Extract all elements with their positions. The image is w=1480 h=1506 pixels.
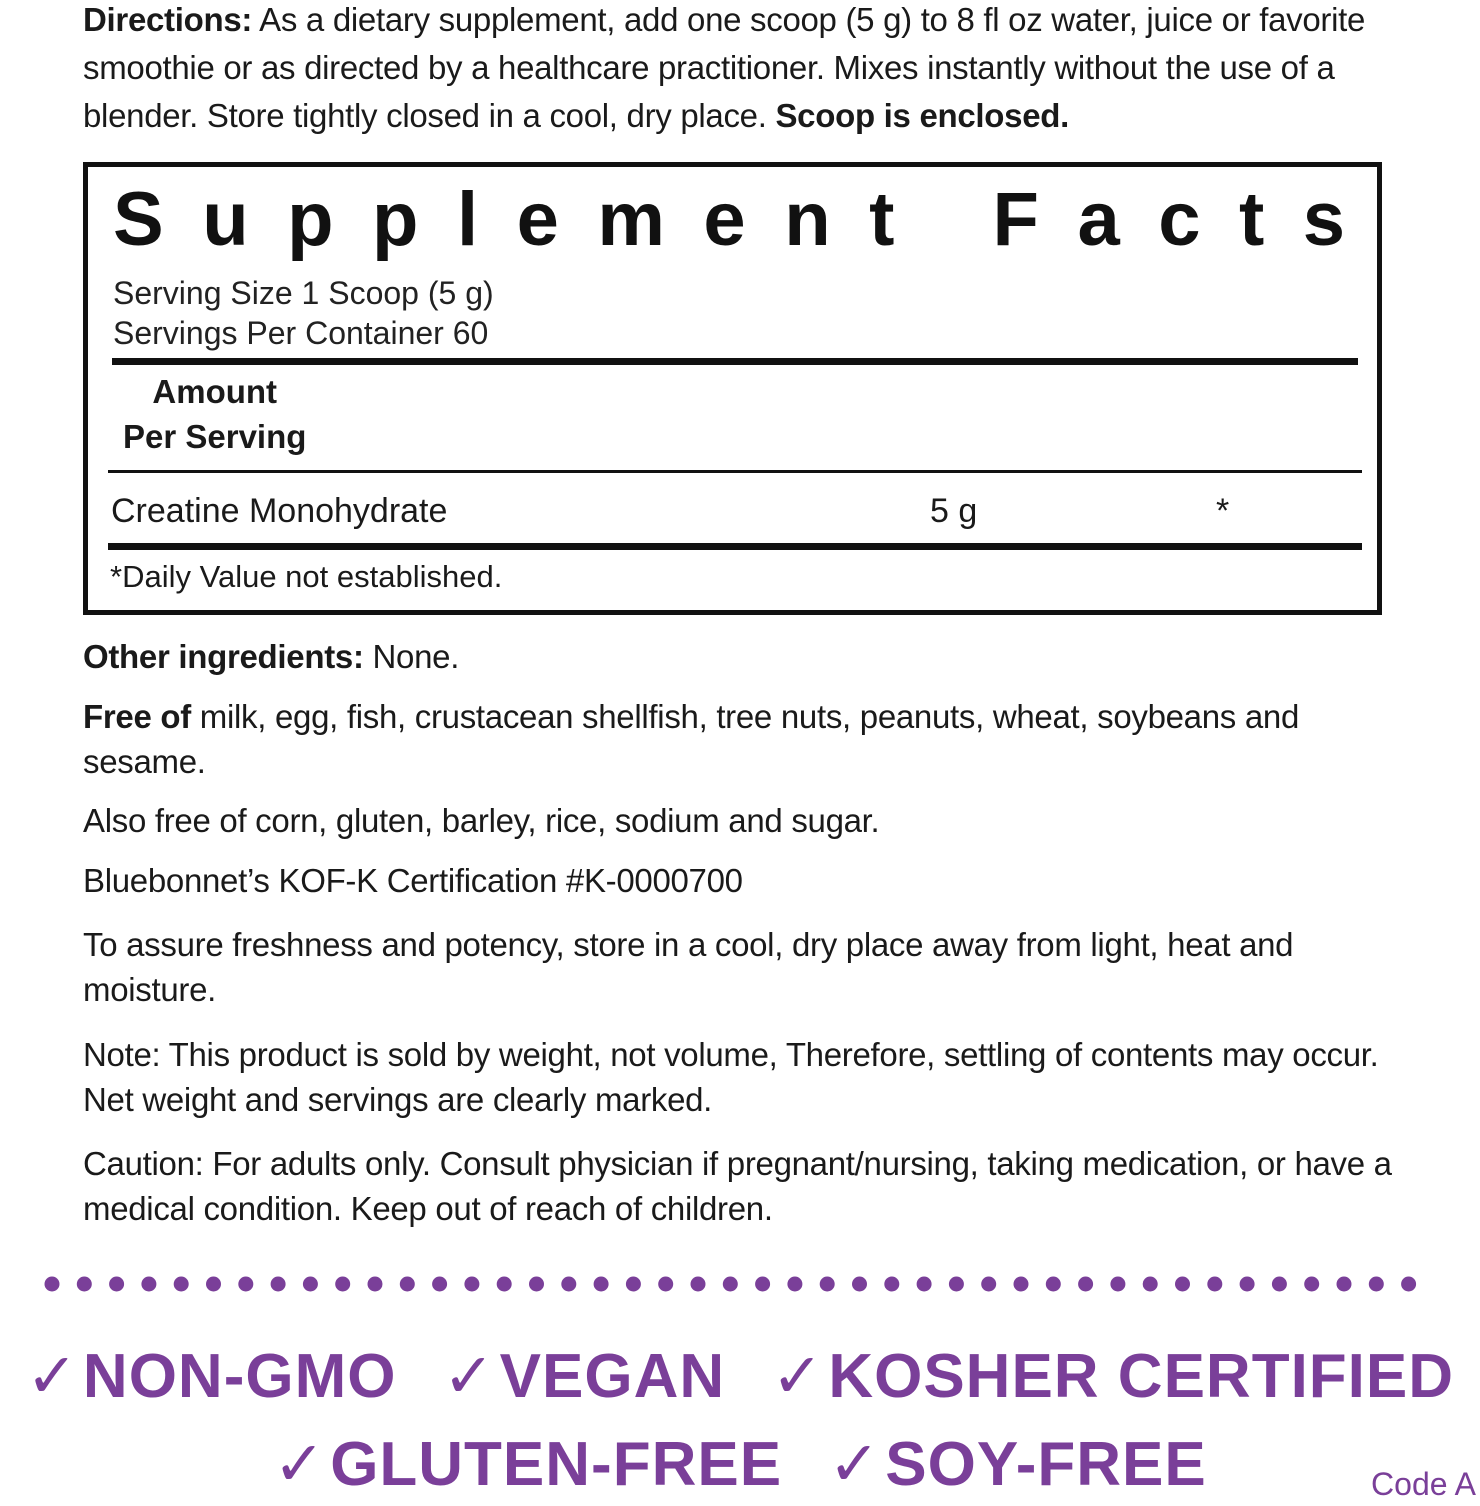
badge-line-1 bbox=[0, 1338, 1480, 1416]
divider-dot bbox=[238, 1277, 253, 1292]
divider-dot bbox=[658, 1277, 673, 1292]
divider-dot bbox=[1304, 1277, 1319, 1292]
divider-dot bbox=[464, 1277, 479, 1292]
badge-non-gmo bbox=[26, 1342, 396, 1411]
thin-divider bbox=[108, 470, 1362, 473]
directions-emphasis: Scoop is enclosed. bbox=[775, 97, 1069, 134]
divider-dot bbox=[45, 1277, 60, 1292]
other-ingredients bbox=[83, 634, 1403, 679]
ingredient-amount: 5 g bbox=[930, 492, 978, 530]
divider-dot bbox=[206, 1277, 221, 1292]
weight-note: Note: This product is sold by weight, not volume, Therefore, settling of contents may occur. Net weight and servings are clearly marked. bbox=[83, 1036, 1379, 1118]
check-icon: ✓ bbox=[771, 1342, 825, 1411]
divider-dot bbox=[755, 1277, 770, 1292]
divider-dot bbox=[400, 1277, 415, 1292]
badge-line-2 bbox=[0, 1426, 1480, 1504]
directions-paragraph bbox=[83, 0, 1403, 140]
amount-per-serving-header bbox=[123, 369, 306, 459]
thick-divider bbox=[108, 543, 1362, 550]
divider-dot bbox=[1143, 1277, 1158, 1292]
code-label: Code A bbox=[1371, 1466, 1476, 1502]
badge-kosher-certified bbox=[771, 1342, 1454, 1411]
divider-dot bbox=[723, 1277, 738, 1292]
divider-dot bbox=[335, 1277, 350, 1292]
divider-dot bbox=[1175, 1277, 1190, 1292]
dotted-divider bbox=[0, 1268, 1480, 1302]
freshness-note: To assure freshness and potency, store in a cool, dry place away from light, heat and moisture. bbox=[83, 926, 1294, 1008]
badge-label: NON-GMO bbox=[82, 1342, 397, 1411]
badge-gluten-free bbox=[273, 1430, 782, 1499]
divider-dot bbox=[561, 1277, 576, 1292]
thick-divider bbox=[112, 358, 1358, 365]
divider-dot bbox=[1014, 1277, 1029, 1292]
badge-label: SOY-FREE bbox=[885, 1430, 1207, 1499]
divider-dot bbox=[303, 1277, 318, 1292]
divider-dot bbox=[917, 1277, 932, 1292]
free-of-label: Free of bbox=[83, 698, 191, 735]
divider-dot bbox=[432, 1277, 447, 1292]
free-of-text: milk, egg, fish, crustacean shellfish, tree nuts, peanuts, wheat, soybeans and sesame. bbox=[83, 698, 1300, 780]
directions-label: Directions: bbox=[83, 1, 253, 38]
other-ingredients-text: None. bbox=[363, 638, 460, 675]
divider-dot bbox=[1240, 1277, 1255, 1292]
amount-header-line1: Amount bbox=[152, 373, 278, 410]
divider-dot bbox=[949, 1277, 964, 1292]
divider-dot bbox=[174, 1277, 189, 1292]
divider-dot bbox=[77, 1277, 92, 1292]
badge-label: VEGAN bbox=[499, 1342, 726, 1411]
ingredient-name: Creatine Monohydrate bbox=[111, 492, 448, 530]
check-icon: ✓ bbox=[442, 1342, 496, 1411]
divider-dot bbox=[1207, 1277, 1222, 1292]
divider-dot bbox=[109, 1277, 124, 1292]
divider-dot bbox=[820, 1277, 835, 1292]
divider-dot bbox=[594, 1277, 609, 1292]
divider-dot bbox=[529, 1277, 544, 1292]
serving-size: Serving Size 1 Scoop (5 g) bbox=[113, 275, 494, 311]
kosher-certification: Bluebonnet’s KOF-K Certification #K-0000700 bbox=[83, 862, 743, 899]
divider-dot bbox=[1272, 1277, 1287, 1292]
amount-header-line2: Per Serving bbox=[123, 418, 307, 455]
divider-dot bbox=[884, 1277, 899, 1292]
divider-dot bbox=[852, 1277, 867, 1292]
divider-dot bbox=[1337, 1277, 1352, 1292]
divider-dot bbox=[271, 1277, 286, 1292]
divider-dot bbox=[1110, 1277, 1125, 1292]
other-ingredients-label: Other ingredients: bbox=[83, 638, 364, 675]
check-icon: ✓ bbox=[273, 1430, 327, 1499]
badge-label: GLUTEN-FREE bbox=[330, 1430, 783, 1499]
badge-vegan bbox=[443, 1342, 725, 1411]
supplement-facts-title: Supplement Facts bbox=[113, 177, 1384, 262]
caution-note: Caution: For adults only. Consult physician if pregnant/nursing, taking medication, or have a medical condition. Keep out of reach of children. bbox=[83, 1145, 1392, 1227]
divider-dot bbox=[787, 1277, 802, 1292]
free-of-allergens bbox=[83, 694, 1403, 784]
ingredient-daily-value: * bbox=[1216, 492, 1230, 530]
divider-dot bbox=[691, 1277, 706, 1292]
badge-soy-free bbox=[828, 1430, 1206, 1499]
check-icon: ✓ bbox=[25, 1342, 79, 1411]
directions-text: As a dietary supplement, add one scoop (5 g) to 8 fl oz water, juice or favorite smoothie or as directed by a healthcare practitioner. Mixes instantly without the use of a blender. Store tightly closed in a cool, dry place. bbox=[83, 1, 1366, 134]
divider-dot bbox=[1401, 1277, 1416, 1292]
check-icon: ✓ bbox=[828, 1430, 882, 1499]
badge-label: KOSHER CERTIFIED bbox=[828, 1342, 1455, 1411]
servings-per-container: Servings Per Container 60 bbox=[113, 315, 489, 351]
divider-dot bbox=[497, 1277, 512, 1292]
divider-dot bbox=[141, 1277, 156, 1292]
supplement-facts-panel bbox=[83, 162, 1382, 615]
divider-dot bbox=[981, 1277, 996, 1292]
divider-dot bbox=[1046, 1277, 1061, 1292]
divider-dot bbox=[1369, 1277, 1384, 1292]
daily-value-footnote: *Daily Value not established. bbox=[110, 559, 503, 594]
divider-dot bbox=[1078, 1277, 1093, 1292]
divider-dot bbox=[626, 1277, 641, 1292]
also-free-of: Also free of corn, gluten, barley, rice, sodium and sugar. bbox=[83, 802, 880, 839]
divider-dot bbox=[368, 1277, 383, 1292]
